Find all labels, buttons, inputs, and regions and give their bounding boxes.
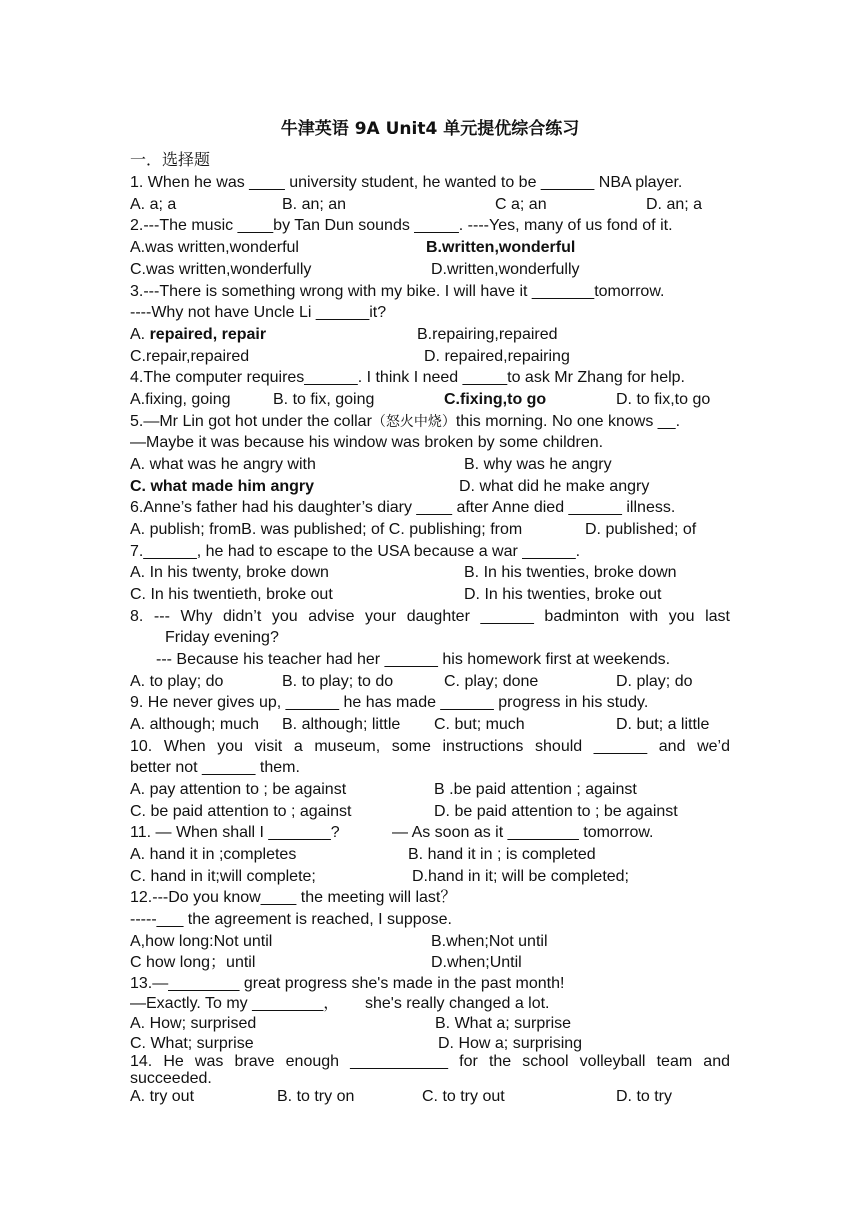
option-b: B. hand it in ; is completed xyxy=(408,846,596,863)
option-b: B.when;Not until xyxy=(431,933,548,950)
option-d: D. an; a xyxy=(646,196,703,213)
question-12-stem: 12.---Do you know____ the meeting will last？ xyxy=(130,889,457,906)
option-a xyxy=(130,325,266,345)
option-a: A. pay attention to ; be against xyxy=(130,781,347,798)
option-a: A. a; a xyxy=(130,196,177,213)
option-c: C.was written,wonderfully xyxy=(130,261,312,278)
question-3-stem: 3.---There is something wrong with my bike. I will have it _______tomorrow. xyxy=(130,283,665,300)
option-d: D.hand in it; will be completed; xyxy=(412,868,629,885)
question-9-stem: 9. He never gives up, ______ he has made ______ progress in his study. xyxy=(130,694,649,711)
option-a: A.fixing, going xyxy=(130,391,231,408)
option-b: B. although; little xyxy=(282,716,401,733)
option-a: A. How; surprised xyxy=(130,1015,257,1032)
option-b: B. an; an xyxy=(282,196,347,213)
option-d: D. repaired,repairing xyxy=(424,348,570,365)
question-5-stem-reply: —Maybe it was because his window was broken by some children. xyxy=(130,434,604,451)
option-b: B. to play; to do xyxy=(282,673,394,690)
option-d: D.written,wonderfully xyxy=(431,261,580,278)
option-d: D.when;Until xyxy=(431,954,522,971)
option-b: B.repairing,repaired xyxy=(417,326,558,343)
question-3-stem-reply: ----Why not have Uncle Li ______it? xyxy=(130,304,387,321)
question-4-stem: 4.The computer requires______. I think I need _____to ask Mr Zhang for help. xyxy=(130,369,685,386)
option-d: D. published; of xyxy=(585,521,697,538)
option-b: B. to try on xyxy=(277,1088,355,1105)
question-8-stem-reply: --- Because his teacher had her ______ his homework first at weekends. xyxy=(156,651,671,668)
option-b-answer: B.written,wonderful xyxy=(426,239,576,256)
question-5-stem-chinese: （怒火中烧） xyxy=(371,414,456,430)
option-d: D. In his twenties, broke out xyxy=(464,586,662,603)
option-a-prefix: A. xyxy=(130,326,150,343)
section-heading xyxy=(130,151,730,171)
question-14-stem-cont: succeeded. xyxy=(130,1070,212,1087)
option-d: D. play; do xyxy=(616,673,693,690)
question-6-stem: 6.Anne’s father had his daughter’s diary ____ after Anne died ______ illness. xyxy=(130,499,676,516)
option-c: C. play; done xyxy=(444,673,539,690)
option-c: C. What; surprise xyxy=(130,1035,254,1052)
option-c: C.repair,repaired xyxy=(130,348,250,365)
option-c: C. be paid attention to ; against xyxy=(130,803,352,820)
option-a-b-c: A. publish; fromB. was published; of C. publishing; from xyxy=(130,521,523,538)
option-d: D. to try xyxy=(616,1088,673,1105)
option-c-answer: C.fixing,to go xyxy=(444,391,547,408)
section-heading-text: 一．选择题 xyxy=(130,152,211,169)
option-b: B. to fix, going xyxy=(273,391,375,408)
option-a: A. although; much xyxy=(130,716,259,733)
option-a-answer: repaired, repair xyxy=(149,326,267,343)
question-13-stem-reply-b: she's really changed a lot. xyxy=(365,995,550,1012)
question-5-stem-start: 5.—Mr Lin got hot under the collar xyxy=(130,413,372,430)
option-b: B. In his twenties, broke down xyxy=(464,564,677,581)
question-11-stem-reply: — As soon as it ________ tomorrow. xyxy=(392,824,654,841)
option-a: A. hand it in ;completes xyxy=(130,846,297,863)
page-title: 牛津英语 9A Unit4 单元提优综合练习 xyxy=(280,119,580,139)
question-1-stem: 1. When he was ____ university student, he wanted to be ______ NBA player. xyxy=(130,174,683,191)
option-b: B. why was he angry xyxy=(464,456,612,473)
option-c: C. In his twentieth, broke out xyxy=(130,586,333,603)
option-d: D. to fix,to go xyxy=(616,391,711,408)
option-a: A. to play; do xyxy=(130,673,224,690)
question-8-stem-cont: Friday evening? xyxy=(165,629,279,646)
option-c: C. hand in it;will complete; xyxy=(130,868,316,885)
option-d: D. but; a little xyxy=(616,716,710,733)
question-5-stem xyxy=(130,412,730,432)
option-c: C. to try out xyxy=(422,1088,505,1105)
question-14-stem: 14. He was brave enough ___________ for the school volleyball team and xyxy=(130,1053,730,1070)
question-11-stem-ask: 11. — When shall I _______? xyxy=(130,824,340,841)
option-c: C a; an xyxy=(495,196,547,213)
option-c-answer: C. what made him angry xyxy=(130,478,315,495)
option-a: A. In his twenty, broke down xyxy=(130,564,329,581)
option-a: A,how long:Not until xyxy=(130,933,273,950)
option-c: C how long；until xyxy=(130,954,256,971)
question-5-stem-end: this morning. No one knows __. xyxy=(455,413,681,430)
question-8-stem: 8. --- Why didn’t you advise your daughter ______ badminton with you last xyxy=(130,608,730,625)
option-b: B. What a; surprise xyxy=(435,1015,572,1032)
question-10-stem: 10. When you visit a museum, some instructions should ______ and we’d xyxy=(130,738,730,755)
question-2-stem: 2.---The music ____by Tan Dun sounds _____. ----Yes, many of us fond of it. xyxy=(130,217,673,234)
question-13-stem: 13.—________ great progress she's made in the past month! xyxy=(130,975,565,992)
question-12-stem-reply: -----___ the agreement is reached, I suppose. xyxy=(130,911,452,928)
question-7-stem: 7.______, he had to escape to the USA because a war ______. xyxy=(130,543,581,560)
option-a: A.was written,wonderful xyxy=(130,239,299,256)
option-d: D. be paid attention to ; be against xyxy=(434,803,678,820)
question-10-stem-cont: better not ______ them. xyxy=(130,759,300,776)
question-13-stem-reply-a: —Exactly. To my ________， xyxy=(130,995,340,1012)
option-a: A. try out xyxy=(130,1088,195,1105)
option-c: C. but; much xyxy=(434,716,525,733)
option-a: A. what was he angry with xyxy=(130,456,316,473)
option-d: D. what did he make angry xyxy=(459,478,650,495)
option-b: B .be paid attention ; against xyxy=(434,781,637,798)
option-d: D. How a; surprising xyxy=(438,1035,583,1052)
